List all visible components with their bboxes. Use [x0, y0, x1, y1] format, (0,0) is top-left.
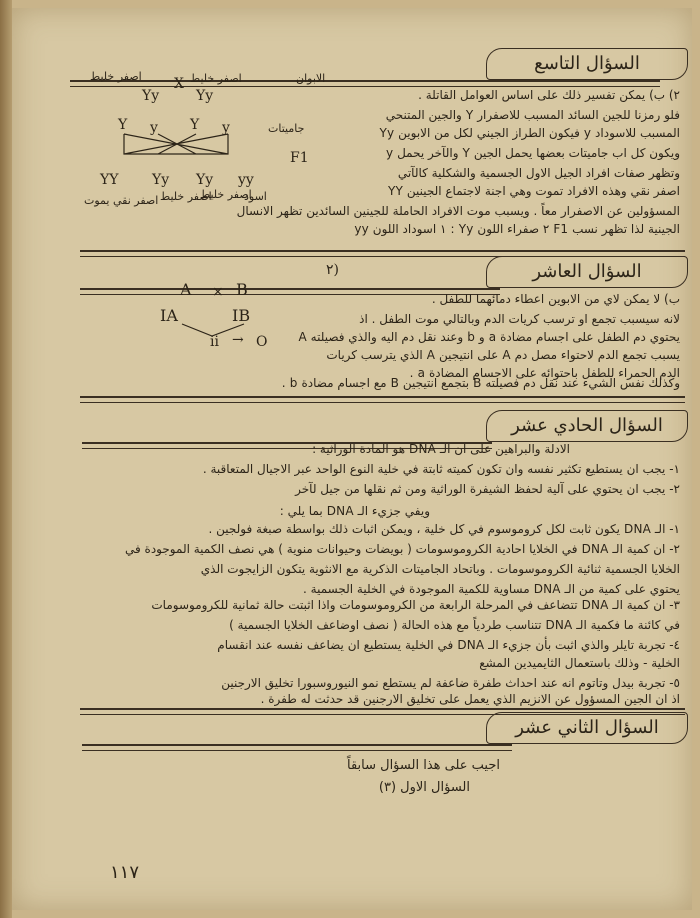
offspring-ii: ii — [210, 334, 219, 350]
q11-line: ٣- ان كمية الـ DNA تتضاعف في المرحلة الرابعة من الكروموسومات واذا اثبتت حالة ثمانية للكروموسومات — [151, 598, 680, 612]
q10-line: لانه سيسبب تجمع او ترسب كريات الدم وبالتالي موت الطفل . اذ — [359, 312, 680, 326]
q9-line: الجينية لذا تظهر نسب F1 ٢ صفراء اللون Yy : ١ اسوداد اللون yy — [354, 222, 680, 236]
section-divider — [80, 396, 685, 403]
q11-line: ٥- تجربة بيدل وتاتوم انه عند احداث طفرة ضاعفة لم يستطع نمو النيوروسبورا تخليق الارجنين — [221, 676, 680, 690]
page-number: ١١٧ — [110, 862, 140, 883]
q10-number: ٢) — [326, 262, 339, 278]
q9-line: المسؤولين عن الاصفرار معاً . ويسبب موت الافراد الحاملة للجينين السائدين تظهر الانسال — [236, 204, 680, 218]
q9-line: فلو رمزنا للجين السائد المسبب للاصفرار Y والجين المتنحي — [385, 108, 680, 122]
offspring-Yy-2: Yy — [196, 172, 214, 188]
q10-line: ب) لا يمكن لاي من الابوين اعطاء دمائهما للطفل . — [431, 292, 680, 306]
q10-line: الدم الحمراء للطفل باحتوائه على الاجسام المضادة a . — [409, 366, 680, 380]
q9-line: اصفر نقي وهذه الافراد تموت وهي اجنة لاجتماع الجينين YY — [387, 184, 680, 198]
f1-label: F1 — [290, 150, 309, 166]
binding-edge — [0, 0, 12, 918]
cross-x: × — [212, 284, 224, 300]
q10-line: يسبب تجمع الدم لاحتواء مصل دم A على انتيجين A الذي يترسب كريات — [326, 348, 680, 362]
allele-IA: IA — [160, 306, 178, 325]
q11-line: الخلية - وذلك باستعمال الثايميدين المشع — [479, 656, 680, 670]
blood-type-O: O — [256, 334, 268, 350]
q9-line: المسبب للاسوداد y فيكون الطراز الجيني لكل من الابوين Yy — [379, 126, 680, 140]
gamete-Y-1: Y — [118, 117, 128, 133]
q11-line: يحتوي على كمية من الـ DNA مساوية للكمية الموجودة في الخلية الجسمية . — [303, 582, 680, 596]
gamete-y-1: y — [150, 120, 158, 136]
q9-line: ٢) ب) يمكن تفسير ذلك على اساس العوامل القاتلة . — [418, 88, 680, 102]
parent1-genotype: Yy — [142, 88, 160, 104]
q11-line: ويفي جزيء الـ DNA بما يلي : — [279, 504, 430, 518]
parent-A: A — [180, 280, 192, 299]
parent-B: B — [236, 280, 248, 299]
offspring-desc-4: اسود — [244, 190, 267, 203]
q11-line: اذ ان الجين المسؤول عن الانزيم الذي يعمل على تخليق الارجنين قد حدثت له طفرة . — [260, 692, 680, 706]
question-12-header: السؤال الثاني عشر — [486, 712, 688, 744]
gametes-label: جاميتات — [268, 122, 305, 135]
q10-line: يحتوي دم الطفل على اجسام مضادة a و b وعند نقل دم اليه والذي فصيلته A — [298, 330, 680, 344]
gamete-Y-2: Y — [190, 117, 200, 133]
offspring-desc-2: اصفر خليط — [160, 190, 212, 203]
q11-line: في كائنة ما فكمية الـ DNA تتناسب طردياً مع هذه الحالة ( نصف اوضاعف الخلايا الجسمية ) — [229, 618, 680, 632]
q11-line: ١- يجب ان يستطيع تكثير نفسه وان تكون كميته ثابتة في خلية النوع الواحد عبر الاجيال المتعاقبة . — [202, 462, 680, 476]
q11-line: ٢- يجب ان يحتوي على آلية لحفظ الشيفرة الوراثية ومن ثم نقلها من جيل لآخر — [295, 482, 680, 496]
cross-symbol: X — [174, 76, 184, 92]
offspring-desc-1: اصفر نقي يموت — [84, 194, 159, 207]
offspring-YY: YY — [100, 172, 119, 188]
allele-IB: IB — [232, 306, 251, 325]
parent2-type: اصفر خليط — [190, 72, 242, 85]
q11-line: ٤- تجربة تايلر والذي اثبت بأن جزيء الـ DNA في الخلية يستطيع ان يضاعف نفسه عند انقسام — [217, 638, 680, 652]
parent2-genotype: Yy — [196, 88, 214, 104]
parents-label: الابوان — [296, 72, 326, 85]
offspring-Yy-1: Yy — [152, 172, 170, 188]
q11-line: الخلايا الجسمية ثنائية الكروموسومات . وباتحاد الجاميتات الذكرية مع الانثوية يتكون الزايجوت الذي — [200, 562, 680, 576]
question-9-header: السؤال التاسع — [486, 48, 688, 80]
question-11-header: السؤال الحادي عشر — [486, 410, 688, 442]
q11-line: الادلة والبراهين على ان الـ DNA هو المادة الوراثية : — [312, 442, 570, 456]
cross-lines — [118, 132, 238, 166]
arrow-icon: → — [232, 332, 244, 348]
offspring-desc-3: اصفر خليط — [200, 188, 252, 201]
q9-line: وتظهر صفات افراد الجيل الاول الجسمية والشكلية كالآتي — [397, 166, 680, 180]
q11-line: ١- الـ DNA يكون ثابت لكل كروموسوم في كل خلية ، ويمكن اثبات ذلك بواسطة صبغة فولجين . — [208, 522, 680, 536]
question-9-rule — [70, 80, 660, 87]
gamete-y-2: y — [222, 120, 230, 136]
parent1-type: اصفر خليط — [90, 70, 142, 83]
question-10-header: السؤال العاشر — [486, 256, 688, 288]
q12-line: السؤال الاول (٣) — [378, 780, 470, 795]
q10-line: وكذلك نفس الشيء عند نقل دم فصيلته B بتجمع انتيجين B مع اجسام مضادة b . — [281, 376, 680, 390]
page-sheet — [12, 8, 692, 910]
q12-line: اجيب على هذا السؤال سابقاً — [346, 758, 500, 773]
offspring-yy: yy — [238, 172, 254, 188]
q11-line: ٢- ان كمية الـ DNA في الخلايا احادية الكروموسومات ( بويضات وحيوانات منوية ) هي نصف الكمية الموجودة في — [125, 542, 680, 556]
q9-line: ويكون كل اب جاميتات بعضها يحمل الجين Y والآخر يحمل y — [385, 146, 680, 160]
question-12-rule — [82, 744, 512, 751]
